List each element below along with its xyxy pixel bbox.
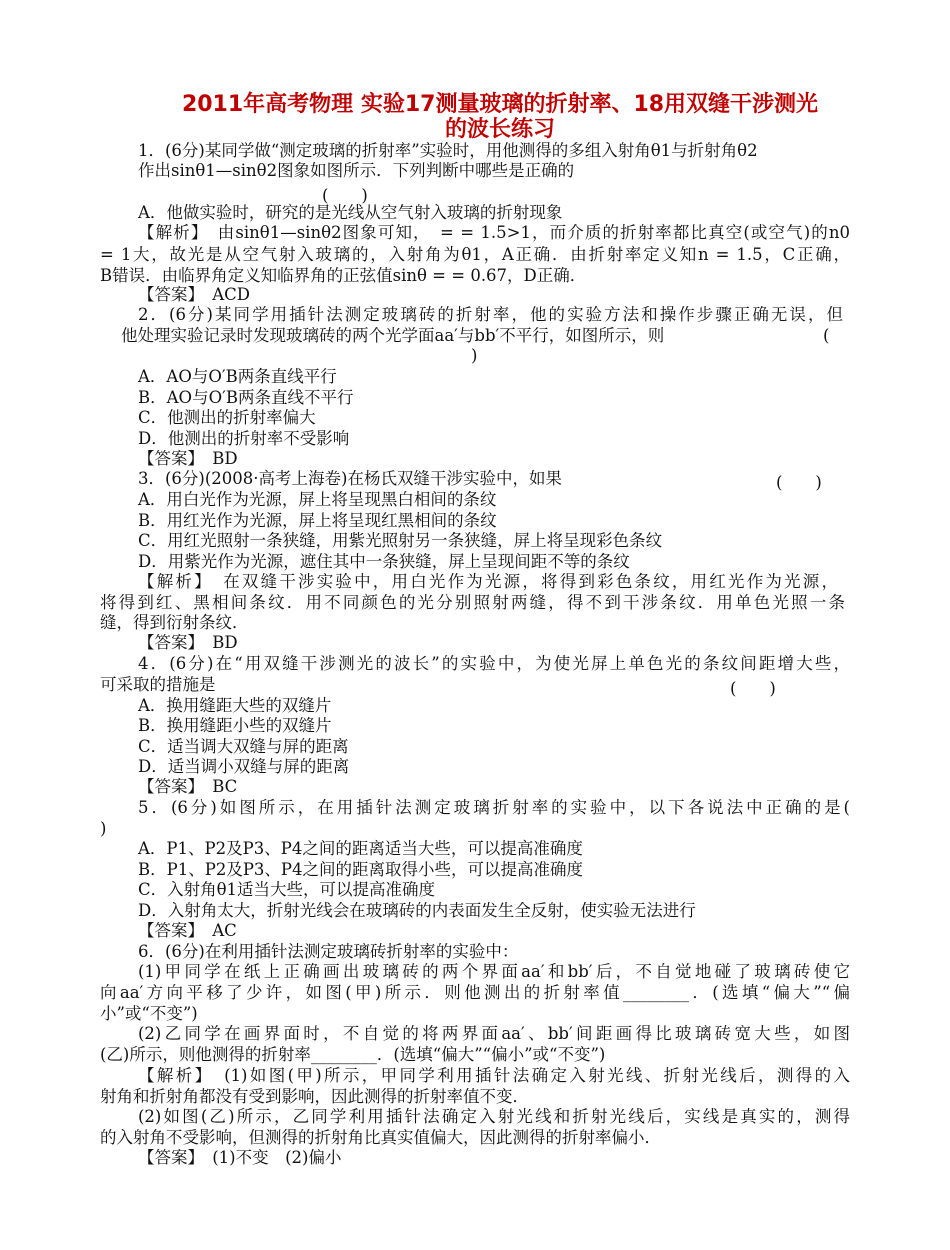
q1-answer: 【答案】 ACD: [138, 285, 251, 304]
q6-part1-line-3: 小”或“不变”): [100, 1004, 198, 1023]
q4-stem-line-2: 可采取的措施是: [100, 675, 216, 694]
q2-answer: 【答案】 BD: [138, 449, 238, 468]
q6-analysis-line-3: (2)如图(乙)所示，乙同学利用插针法确定入射光线和折射光线后，实线是真实的，测得: [138, 1107, 850, 1126]
q1-analysis-line-2: = 1大，故光是从空气射入玻璃的，入射角为θ1，A正确．由折射率定义知n = 1.5，C正确，: [100, 245, 850, 264]
q6-part1-line-1: (1)甲同学在纸上正确画出玻璃砖的两个界面aa′和bb′后，不自觉地碰了玻璃砖使它: [138, 962, 850, 981]
q2-bracket-close: ): [471, 346, 478, 365]
q1-stem-line-1: 1．(6分)某同学做“测定玻璃的折射率”实验时，用他测得的多组入射角θ1与折射角θ2: [138, 141, 758, 160]
q6-part2-line-1: (2)乙同学在画界面时，不自觉的将两界面aa′、bb′间距画得比玻璃砖宽大些，如图: [138, 1024, 850, 1043]
q3-analysis-line-3: 缝，得到衍射条纹．: [100, 613, 249, 632]
q5-option-c: C．入射角θ1适当大些，可以提高准确度: [138, 880, 436, 899]
q2-bracket-open: (: [823, 326, 830, 345]
q6-part2-line-2: (乙)所示，则他测得的折射率________．(选填“偏大”“偏小”或“不变”): [100, 1045, 606, 1064]
q3-option-b: B．用红光作为光源，屏上将呈现红黑相间的条纹: [138, 511, 497, 530]
q2-option-c: C．他测出的折射率偏大: [138, 408, 316, 427]
q3-option-a: A．用白光作为光源，屏上将呈现黑白相间的条纹: [138, 490, 497, 509]
q5-option-d: D．入射角太大，折射光线会在玻璃砖的内表面发生全反射，使实验无法进行: [138, 901, 696, 920]
q6-part1-line-2: 向aa′方向平移了少许，如图(甲)所示．则他测出的折射率值________．(选填“偏大”“偏: [100, 983, 850, 1002]
q5-option-b: B．P1、P2及P3、P4之间的距离取得小些，可以提高准确度: [138, 860, 584, 879]
q2-option-d: D．他测出的折射率不受影响: [138, 429, 350, 448]
q4-option-a: A．换用缝距大些的双缝片: [138, 696, 332, 715]
q1-option-a: A．他做实验时，研究的是光线从空气射入玻璃的折射现象: [138, 203, 563, 222]
q1-analysis-line-1: 【解析】 由sinθ1—sinθ2图象可知， = = 1.5>1，而介质的折射率都比真空(或空气)的n0: [138, 223, 850, 242]
q1-analysis-line-3: B错误．由临界角定义知临界角的正弦值sinθ = = 0.67，D正确．: [100, 266, 587, 285]
q6-analysis-line-4: 的入射角不受影响，但测得的折射角比真实值偏大，因此测得的折射率偏小．: [100, 1128, 661, 1147]
q5-stem-line-1: 5．(6分)如图所示，在用插针法测定玻璃折射率的实验中，以下各说法中正确的是(: [138, 798, 850, 817]
q4-option-d: D．适当调小双缝与屏的距离: [138, 757, 350, 776]
q3-option-d: D．用紫光作为光源，遮住其中一条狭缝，屏上呈现间距不等的条纹: [138, 552, 630, 571]
q2-option-b: B．AO与O′B两条直线不平行: [138, 388, 354, 407]
q4-answer: 【答案】 BC: [138, 777, 238, 796]
q6-analysis-line-2: 射角和折射角都没有受到影响，因此测得的折射率值不变．: [100, 1087, 529, 1106]
q6-analysis-line-1: 【解析】 (1)如图(甲)所示，甲同学利用插针法确定入射光线、折射光线后，测得的入: [138, 1066, 850, 1085]
q1-answer-bracket: ( ): [322, 186, 368, 205]
q3-answer: 【答案】 BD: [138, 633, 238, 652]
q4-option-b: B．换用缝距小些的双缝片: [138, 716, 332, 735]
q1-stem-line-2: 作出sinθ1—sinθ2图象如图所示．下列判断中哪些是正确的: [138, 161, 575, 180]
q4-option-c: C．适当调大双缝与屏的距离: [138, 737, 349, 756]
q5-option-a: A．P1、P2及P3、P4之间的距离适当大些，可以提高准确度: [138, 839, 583, 858]
q3-analysis-line-2: 将得到红、黑相间条纹．用不同颜色的光分别照射两缝，得不到干涉条纹．用单色光照一条: [100, 593, 845, 612]
q2-stem-line-1: 2．(6分)某同学用插针法测定玻璃砖的折射率，他的实验方法和操作步骤正确无误，但: [138, 305, 843, 324]
q2-option-a: A．AO与O′B两条直线平行: [138, 367, 337, 386]
document-title-line-2: 的波长练习: [444, 117, 555, 142]
q5-answer: 【答案】 AC: [138, 921, 237, 940]
document-title-line-1: 2011年高考物理 实验17测量玻璃的折射率、18用双缝干涉测光: [181, 92, 819, 117]
q6-answer: 【答案】 (1)不变 (2)偏小: [138, 1148, 342, 1167]
q6-stem: 6．(6分)在利用插针法测定玻璃砖折射率的实验中：: [138, 942, 519, 961]
q4-stem-line-1: 4．(6分)在“用双缝干涉测光的波长”的实验中，为使光屏上单色光的条纹间距增大些，: [138, 654, 850, 673]
q3-analysis-line-1: 【解析】 在双缝干涉实验中，用白光作为光源，将得到彩色条纹，用红光作为光源，: [138, 572, 838, 591]
q3-stem: 3．(6分)(2008·高考上海卷)在杨氏双缝干涉实验中，如果: [138, 469, 562, 488]
q4-answer-bracket: ( ): [730, 679, 776, 698]
q2-stem-line-2: 他处理实验记录时发现玻璃砖的两个光学面aa′与bb′不平行，如图所示，则: [121, 326, 665, 345]
q3-option-c: C．用红光照射一条狭缝，用紫光照射另一条狭缝，屏上将呈现彩色条纹: [138, 531, 663, 550]
q5-stem-line-2: ): [100, 819, 107, 838]
q3-answer-bracket: ( ): [776, 473, 822, 492]
